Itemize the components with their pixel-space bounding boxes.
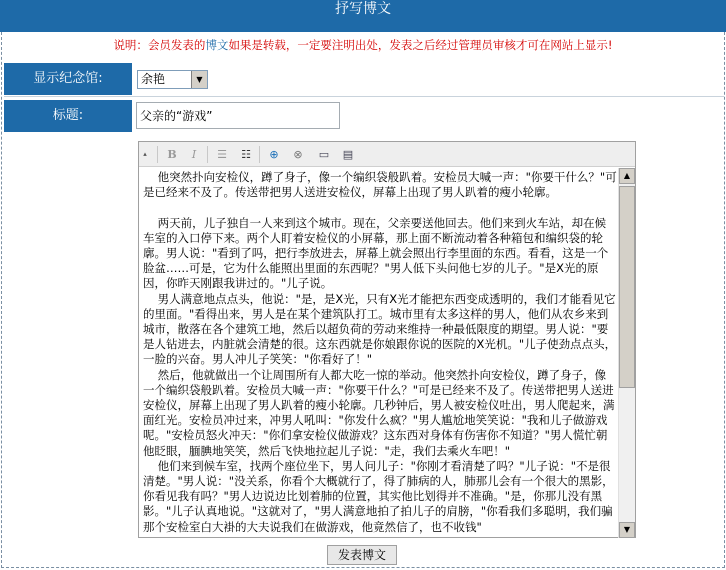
editor-content[interactable]: 他突然扑向安检仪，蹲了身子，像一个编织袋般趴着。安检员大喊一声："你要干什么？"可是已经来不及了。传送带把男人送进安检仪，屏幕上出现了男人趴着的瘦小轮廓。 两天前，儿子独自一人来到这个城市。现在，父亲要送他回去。他们来到火车站，却在候车室的入口停下来。两个人盯着安检仪的小屏幕，那上面不断流动着各种箱包和编织袋的轮廓。男人说："看到了吗，把行李放进去，屏幕上就会照出行李里面的东西。看看，这是一个脸盆……可是，它为什么能照出里面的东西呢？"男人低下头问他七岁的儿子。"是X光的原因，你昨天刚跟我讲过的。"儿子说。 男人满意地点点头，他说："是，是X光，只有X光才能把东西变成透明的，我们才能看见它的里面。"看得出来，男人是在某个建筑队打工。城市里有太多这样的男人，他们从农乡来到城市，散落在各个建筑工地，然后以超负荷的劳动来维持一种最低限度的期望。男人说："要是人钻进去，内脏就会清楚的很。这东西就是你娘跟你说的医院的X光机。"儿子使劲点点头，一脸的兴奋。男人冲儿子笑笑："你看好了！" 然后，他就做出一个让周围所有人都大吃一惊的举动。他突然扑向安检仪，蹲了身子，像一个编织袋般趴着。安检员大喊一声："你要干什么？"可是已经来不及了。传送带把男人送进安检仪，屏幕上出现了男人趴着的瘦小轮廓。几秒钟后，男人被安检仪吐出，男人爬起来，满面红光。安检员冲过来，冲男人吼叫："你发什么疯？"男人尴尬地笑笑说："我和儿子做游戏呢。"安检员怒火冲天："你们拿安检仪做游戏？这东西对身体有伤害你不知道？"男人慌忙朝他眨眼，腼腆地笑笑，然后飞快地拉起儿子说："走，我们去乘火车吧！" 他们来到候车室，找两个座位坐下，男人问儿子："你刚才看清楚了吗？"儿子说："不是很清楚。"男人说："没关系，你看个大概就行了，得了肺病的人，肺那儿会有一个很大的黑影，你看见我有吗？"男人边说边比划着肺的位置，其实他比划得并不准确。"是，你那儿没有黑影。"儿子认真地说。"这就对了，"男人满意地拍了拍儿子的肩膀，"你看我们多聪明，我们骗那个安检室白大褂的大夫说我们在做游戏，他竟然信了，也不收钱" (143, 170, 617, 534)
bold-icon[interactable]: B (167, 148, 177, 161)
rich-text-editor[interactable] (138, 141, 636, 538)
unlink-icon[interactable]: ⊗ (293, 148, 303, 161)
memorial-select-value: 余艳 (141, 72, 166, 86)
image-icon[interactable]: ▭ (318, 148, 330, 161)
notice-link[interactable]: 博文 (205, 38, 229, 52)
notice (0, 38, 726, 52)
notice-prefix: 说明：会员发表的 (113, 38, 206, 52)
ordered-list-icon[interactable]: ☰ (217, 148, 227, 161)
title-label: 标题: (4, 100, 132, 132)
scroll-up-icon[interactable]: ▲ (619, 168, 635, 184)
toolbar-separator (207, 146, 208, 163)
italic-icon[interactable]: I (191, 148, 197, 161)
toolbar-separator (157, 146, 158, 163)
row-divider (4, 96, 724, 97)
notice-suffix: 如果是转载，一定要注明出处，发表之后经过管理员审核才可在网站上显示! (228, 38, 613, 52)
editor-toolbar (139, 142, 635, 167)
unordered-list-icon[interactable]: ☷ (241, 148, 251, 161)
title-input[interactable] (136, 102, 340, 129)
table-icon[interactable]: ▤ (342, 148, 354, 161)
toolbar-collapse-icon[interactable]: ▴ (143, 150, 147, 158)
chevron-down-icon[interactable]: ▼ (191, 71, 207, 88)
memorial-label: 显示纪念馆: (4, 63, 132, 95)
memorial-select[interactable] (137, 70, 208, 89)
link-icon[interactable]: ⊕ (269, 148, 279, 161)
editor-scrollbar[interactable] (618, 168, 635, 538)
scroll-down-icon[interactable]: ▼ (619, 522, 635, 538)
scroll-thumb[interactable] (619, 186, 635, 388)
page-title: 抒写博文 (335, 1, 391, 17)
submit-button[interactable]: 发表博文 (327, 545, 397, 565)
toolbar-separator (259, 146, 260, 163)
page-title-bar (0, 0, 726, 32)
